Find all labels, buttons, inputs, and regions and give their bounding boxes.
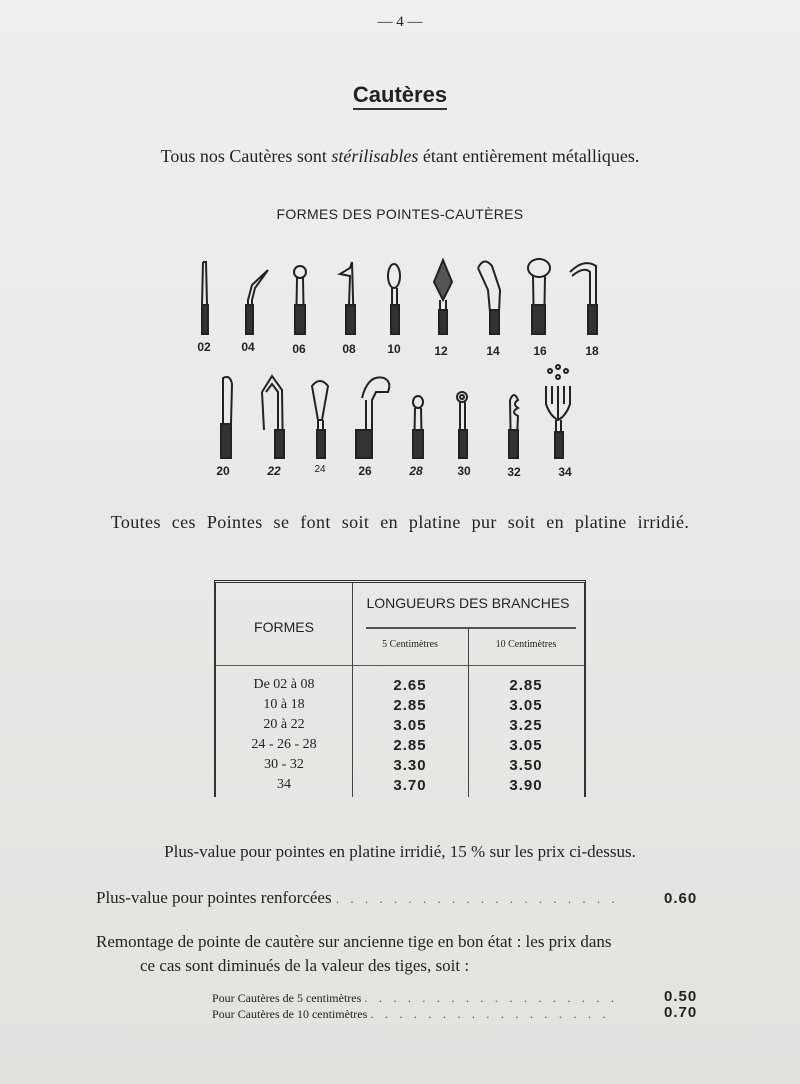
remontage-line-1: Remontage de pointe de cautère sur ancienne tige en bon état : les prix dans (96, 932, 612, 951)
tip-26-illustration (356, 377, 389, 458)
tip-12-illustration (434, 260, 452, 334)
intro-emphasis: stérilisables (331, 146, 419, 166)
tip-label-04: 04 (241, 340, 255, 354)
tip-label-30: 30 (457, 464, 471, 478)
leader-dots: . . . . . . . . . . . . . . . . . . (364, 990, 619, 1005)
tip-32-illustration (509, 395, 518, 458)
forms-heading: FORMES DES POINTES-CAUTÈRES (276, 206, 524, 222)
cell-forme: 24 - 26 - 28 (251, 737, 317, 752)
tip-24-illustration (312, 381, 328, 458)
tip-label-16: 16 (533, 344, 547, 358)
tip-08-illustration (340, 262, 355, 334)
tip-label-02: 02 (197, 340, 211, 354)
tip-label-08: 08 (342, 342, 356, 356)
table-row (216, 777, 584, 797)
title-text: Cautères (353, 82, 447, 110)
tip-18-illustration (570, 263, 597, 334)
remontage-line-2: ce cas sont diminués de la valeur des tiges, soit : (140, 956, 470, 975)
page-number: — 4 — (377, 14, 423, 30)
tip-04-illustration (246, 270, 268, 334)
renforcees-label: Plus-value pour pointes renforcées (96, 888, 332, 907)
platinum-note: Toutes ces Pointes se font soit en platine pur soit en platine irridié. (110, 512, 690, 532)
remontage-price-10cm: 0.70 (664, 1004, 698, 1021)
remontage-item-5cm (212, 990, 652, 1006)
header-divider (366, 627, 576, 629)
tip-label-20: 20 (216, 464, 230, 478)
table-header-lengths: LONGUEURS DES BRANCHES (366, 595, 570, 611)
cell-price-5: 3.05 (393, 717, 427, 734)
tip-label-26: 26 (358, 464, 372, 478)
tip-02-illustration (202, 262, 208, 334)
remontage-item-label: Pour Cautères de 5 centimètres (212, 991, 362, 1005)
cell-price-10: 3.25 (509, 717, 543, 734)
cell-forme: 10 à 18 (263, 697, 305, 712)
tip-06-illustration (294, 266, 306, 334)
tip-22-illustration (262, 376, 284, 458)
tip-label-06: 06 (292, 342, 306, 356)
table-row (216, 697, 584, 717)
table-header-10cm: 10 Centimètres (495, 639, 557, 650)
tips-illustration (0, 0, 800, 500)
cell-price-10: 3.90 (509, 777, 543, 794)
tip-label-34: 34 (558, 465, 572, 479)
cell-forme: 30 - 32 (264, 757, 304, 772)
tip-label-18: 18 (585, 344, 599, 358)
cell-price-10: 2.85 (509, 677, 543, 694)
tip-label-28: 28 (409, 464, 423, 478)
remontage-item-10cm (212, 1006, 652, 1022)
remontage-item-label: Pour Cautères de 10 centimètres (212, 1007, 368, 1021)
remontage-price-5cm: 0.50 (664, 988, 698, 1005)
tip-16-illustration (528, 259, 550, 334)
cell-price-5: 2.85 (393, 697, 427, 714)
table-header-5cm: 5 Centimètres (382, 639, 438, 650)
cell-price-5: 3.70 (393, 777, 427, 794)
cell-price-5: 2.85 (393, 737, 427, 754)
cell-forme: De 02 à 08 (253, 677, 315, 692)
tip-label-14: 14 (486, 344, 500, 358)
plus-value-irridie: Plus-value pour pointes en platine irridié, 15 % sur les prix ci-dessus. (164, 842, 636, 861)
table-row (216, 677, 584, 697)
cell-price-10: 3.50 (509, 757, 543, 774)
tip-14-illustration (478, 261, 500, 334)
table-row (216, 717, 584, 737)
intro-after: étant entièrement métalliques. (422, 146, 640, 166)
cell-price-10: 3.05 (509, 697, 543, 714)
header-rule (216, 665, 584, 666)
plus-value-renforcees-label (96, 888, 656, 908)
tip-label-10: 10 (387, 342, 401, 356)
tip-34-illustration (546, 365, 570, 458)
cell-price-10: 3.05 (509, 737, 543, 754)
tip-20-illustration (221, 377, 232, 458)
tip-label-24: 24 (314, 464, 326, 475)
cell-forme: 20 à 22 (263, 717, 305, 732)
table-row (216, 737, 584, 757)
renforcees-price: 0.60 (664, 890, 698, 907)
tip-label-32: 32 (507, 465, 521, 479)
cell-price-5: 3.30 (393, 757, 427, 774)
intro-before: Tous nos Cautères sont (160, 146, 327, 166)
tip-30-illustration (457, 392, 467, 458)
tip-label-22: 22 (267, 464, 281, 478)
cell-forme: 34 (277, 777, 291, 792)
leader-dots: . . . . . . . . . . . . . . . . . . . . (335, 891, 619, 906)
price-table (214, 580, 586, 797)
tip-label-12: 12 (434, 344, 448, 358)
tip-28-illustration (413, 396, 423, 458)
tip-10-illustration (388, 264, 400, 334)
table-row (216, 757, 584, 777)
cell-price-5: 2.65 (393, 677, 427, 694)
leader-dots: . . . . . . . . . . . . . . . . . (370, 1006, 610, 1021)
table-header-forms: FORMES (254, 619, 314, 635)
